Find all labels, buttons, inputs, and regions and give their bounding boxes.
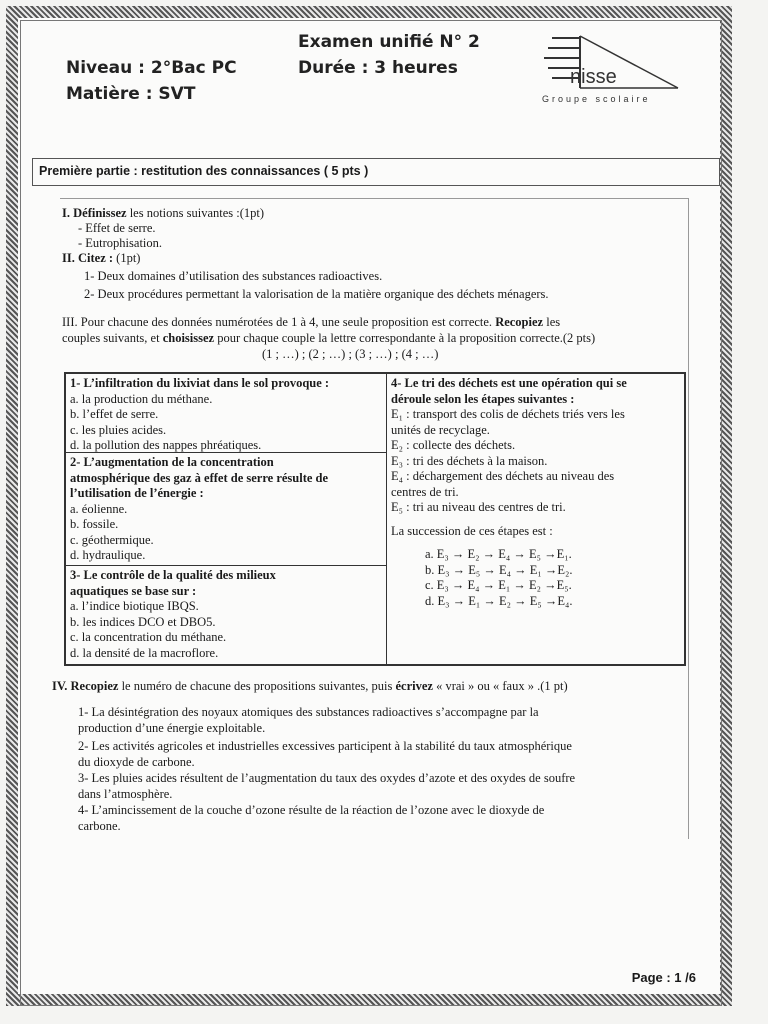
exam-title: Examen unifié N° 2 <box>298 32 480 52</box>
school-logo <box>540 32 690 112</box>
q1-item: - Eutrophisation. <box>78 236 163 250</box>
matiere-label: Matière : SVT <box>66 84 196 104</box>
choices-table <box>64 372 686 666</box>
q2-item: 1- Deux domaines d’utilisation des substances radioactives. <box>84 269 383 283</box>
logo-tagline: Groupe scolaire <box>542 94 651 104</box>
page-number: Page : 1 /6 <box>631 970 696 985</box>
q3-line2: couples suivants, et choisissez pour chaque couple la lettre correspondante à la proposition correcte.(2 pts) <box>62 331 596 345</box>
q3-line1: III. Pour chacune des données numérotées de 1 à 4, une seule proposition est correcte. Recopiez les <box>62 315 561 329</box>
q4-line: 1- La désintégration des noyaux atomiques des substances radioactives s’accompagne par la <box>78 705 539 719</box>
q3-couples: (1 ; …) ; (2 ; …) ; (3 ; …) ; (4 ; …) <box>262 347 439 361</box>
q4-line: 3- Les pluies acides résultent de l’augmentation du taux des oxydes d’azote et des oxydes de soufre <box>78 771 576 785</box>
q4-line: dans l’atmosphère. <box>78 787 173 801</box>
duration-label: Durée : 3 heures <box>298 58 458 78</box>
q1-title: I. Définissez les notions suivantes :(1pt) <box>62 206 265 220</box>
q4-line: 2- Les activités agricoles et industrielles excessives participent à la stabilité du taux atmosphérique <box>78 739 572 753</box>
q4-line: carbone. <box>78 819 121 833</box>
q4-line: production d’une énergie exploitable. <box>78 721 266 735</box>
q4-title: IV. Recopiez le numéro de chacune des propositions suivantes, puis écrivez « vrai » ou « faux » .(1 pt) <box>52 679 568 693</box>
niveau-label: Niveau : 2°Bac PC <box>66 58 237 78</box>
table-cell-2: 2- L’augmentation de la concentration atmosphérique des gaz à effet de serre résulte de l’utilisation de l’énergie : a. éolienne. b. fossile. c. géothermique. d. hydraulique. <box>65 452 387 566</box>
q2-title: II. Citez : (1pt) <box>62 251 141 265</box>
logo-name: nisse <box>570 66 617 88</box>
table-cell-3: 3- Le contrôle de la qualité des milieux aquatiques se base sur : a. l’indice biotique IBQS. b. les indices DCO et DBO5. c. la concentration du méthane. d. la densité de la macroflore. <box>65 565 387 665</box>
q2-item: 2- Deux procédures permettant la valorisation de la matière organique des déchets ménagers. <box>84 287 549 301</box>
q1-item: - Effet de serre. <box>78 221 156 235</box>
q4-line: du dioxyde de carbone. <box>78 755 195 769</box>
q4-line: 4- L’amincissement de la couche d’ozone résulte de la réaction de l’ozone avec le dioxyde de <box>78 803 545 817</box>
section-title: Première partie : restitution des connaissances ( 5 pts ) <box>32 158 720 186</box>
table-cell-4: 4- Le tri des déchets est une opération qui se déroule selon les étapes suivantes : E₁ : transport des colis de déchets triés vers les unités de recyclage. E₂ : collecte des déchets. E₃ : tri des déchets à la maison. E₄ : déchargement des déchets au niveau des centres de tri. E₅ : tri au niveau des centres de tri. La succession de ces étapes est : a. E₃ → E₂ → E₄ → E₅ →E₁. b. E₃ → E₅ → E₄ → E₁ →E₂. c. E₃ → E₄ → E₁ → E₂ →E₅. d. E₃ → E₁ → E₂ → E₅ →E₄. <box>386 373 685 665</box>
table-cell-1: 1- L’infiltration du lixiviat dans le sol provoque : a. la production du méthane. b. l’effet de serre. c. les pluies acides. d. la pollution des nappes phréatiques. <box>65 373 387 453</box>
